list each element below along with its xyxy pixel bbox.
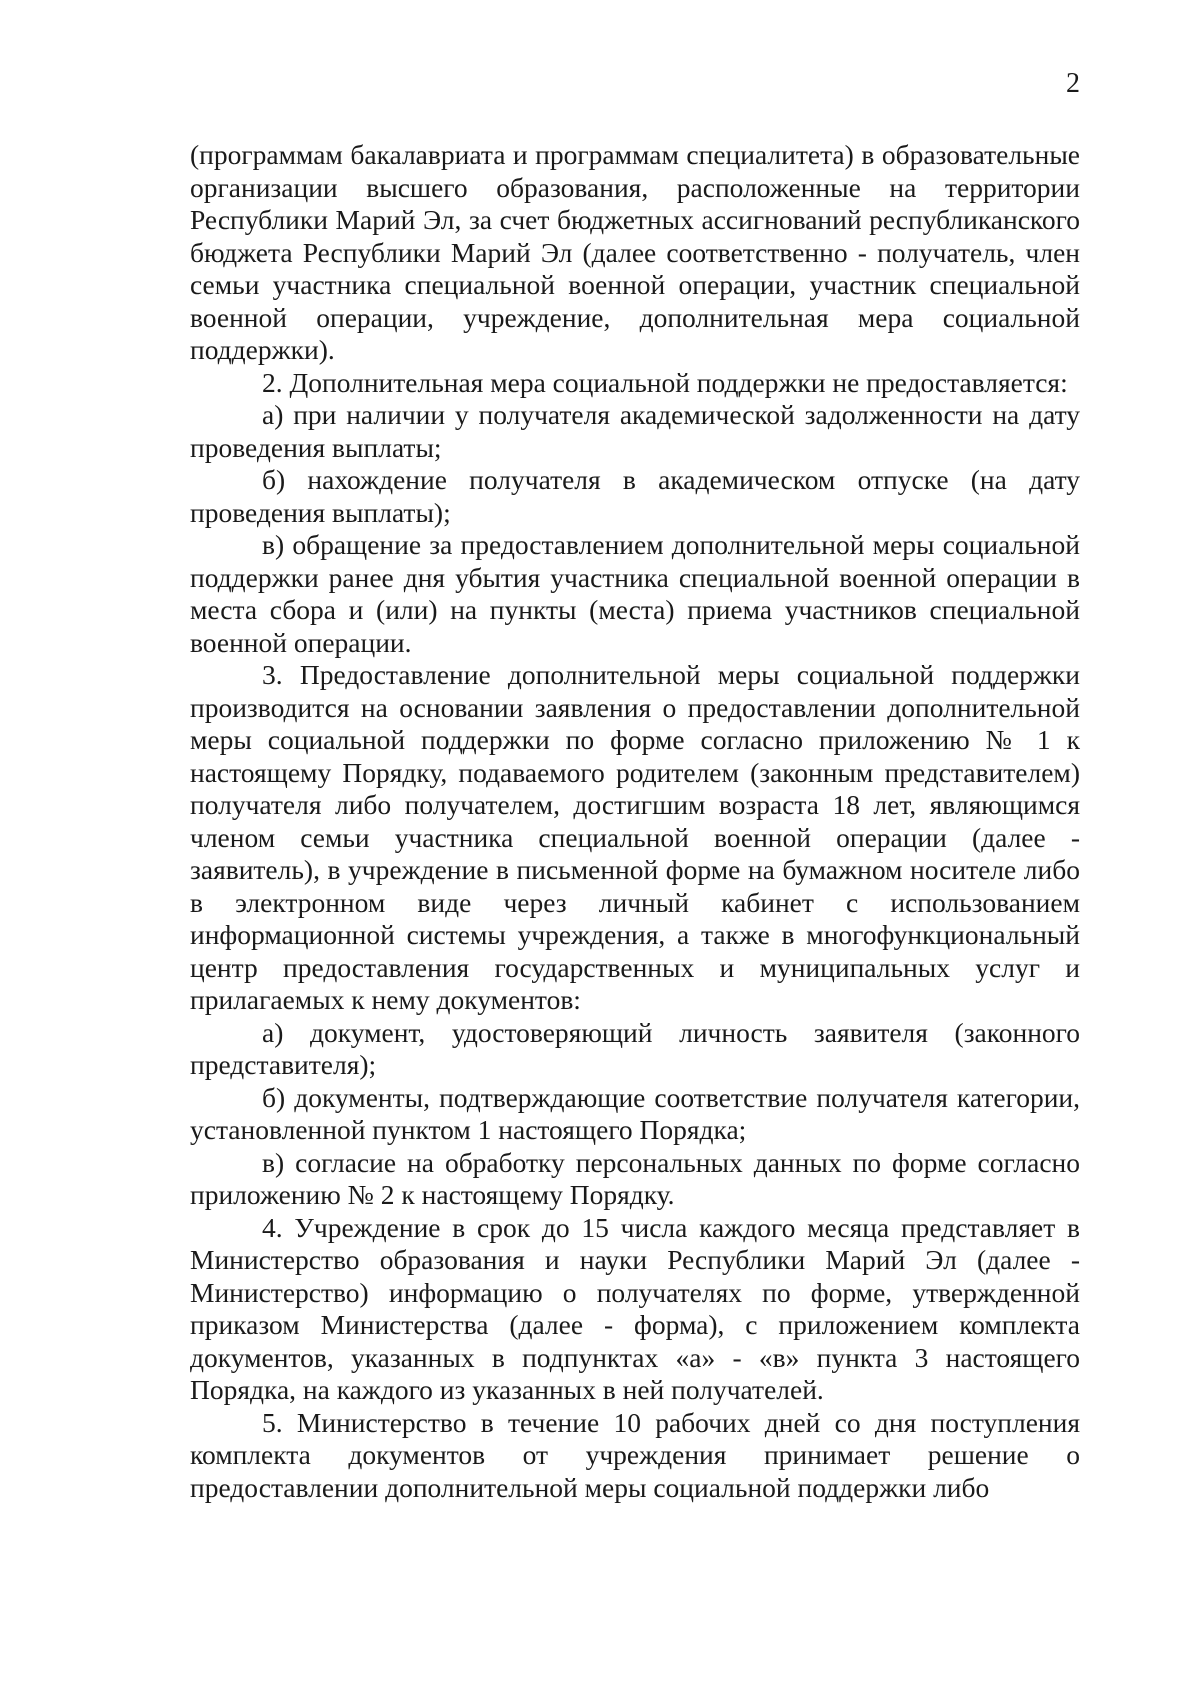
document-body xyxy=(190,139,1080,1504)
paragraph-2a: а) при наличии у получателя академической задолженности на дату проведения выплаты; xyxy=(190,399,1080,463)
page-number: 2 xyxy=(1066,68,1080,99)
paragraph-5-ministry-decision: 5. Министерство в течение 10 рабочих дней со дня поступления комплекта документов от учреждения принимает решение о предоставлении дополнительной меры социальной поддержки либо xyxy=(190,1406,1080,1503)
paragraph-4-institution-report: 4. Учреждение в срок до 15 числа каждого месяца представляет в Министерство образования и науки Республики Марий Эл (далее - Министерство) информацию о получателях по форме, утвержденной приказом Министерства (далее - форма), с приложением комплекта документов, указанных в подпунктах «а» - «в» пункта 3 настоящего Порядка, на каждого из указанных в ней получателей. xyxy=(190,1211,1080,1405)
paragraph-3b: б) документы, подтверждающие соответствие получателя категории, установленной пунктом 1 настоящего Порядка; xyxy=(190,1081,1080,1145)
paragraph-3-application: 3. Предоставление дополнительной меры социальной поддержки производится на основании заявления о предоставлении дополнительной меры социальной поддержки по форме согласно приложению № 1 к настоящему Порядку, подаваемого родителем (законным представителем) получателя либо получателем, достигшим возраста 18 лет, являющимся членом семьи участника специальной военной операции (далее - заявитель), в учреждение в письменной форме на бумажном носителе либо в электронном виде через личный кабинет с использованием информационной системы учреждения, а также в многофункциональный центр предоставления государственных и муниципальных услуг и прилагаемых к нему документов: xyxy=(190,659,1080,1015)
paragraph-2v: в) обращение за предоставлением дополнительной меры социальной поддержки ранее дня убытия участника специальной военной операции в места сбора и (или) на пункты (места) приема участников специальной военной операции. xyxy=(190,529,1080,658)
paragraph-3v: в) согласие на обработку персональных данных по форме согласно приложению № 2 к настоящему Порядку. xyxy=(190,1146,1080,1210)
paragraph-2-exclusions: 2. Дополнительная мера социальной поддержки не предоставляется: xyxy=(262,366,1068,398)
paragraph-1-continuation: (программам бакалавриата и программам специалитета) в образовательные организации высшего образования, расположенные на территории Республики Марий Эл, за счет бюджетных ассигнований республиканского бюджета Республики Марий Эл (далее соответственно - получатель, член семьи участника специальной военной операции, участник специальной военной операции, учреждение, дополнительная мера социальной поддержки). xyxy=(190,139,1080,365)
paragraph-2b: б) нахождение получателя в академическом отпуске (на дату проведения выплаты); xyxy=(190,464,1080,528)
paragraph-3a: а) документ, удостоверяющий личность заявителя (законного представителя); xyxy=(190,1016,1080,1080)
